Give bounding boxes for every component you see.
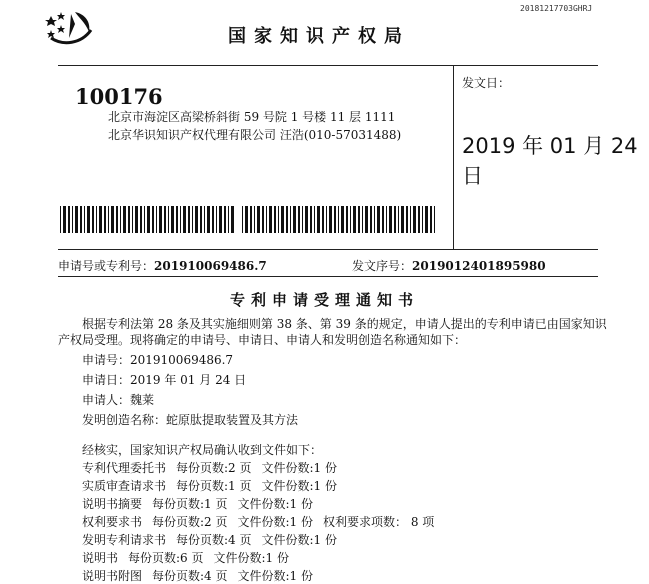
- divider-middle: [58, 249, 598, 250]
- document-name: 权利要求书: [82, 515, 143, 529]
- postal-code: 100176: [75, 84, 163, 109]
- dispatch-date: 2019 年 01 月 24 日: [462, 134, 638, 188]
- document-row: [82, 514, 618, 530]
- address-line-1: 北京市海淀区高梁桥斜街 59 号院 1 号楼 11 层 1111: [108, 110, 396, 124]
- document-pages: 每份页数:1 页: [152, 497, 228, 511]
- document-row: [82, 460, 618, 476]
- document-row: [82, 478, 618, 494]
- divider-lower: [58, 276, 598, 277]
- document-row: [82, 532, 618, 548]
- field-application-date: 申请日：2019 年 01 月 24 日: [82, 373, 247, 387]
- document-name: 说明书附图: [82, 569, 143, 583]
- document-serial: 20181217703GHRJ: [520, 4, 593, 13]
- barcode-2: [242, 206, 439, 233]
- document-copies: 文件份数:1 份: [237, 497, 314, 511]
- document-copies: 文件份数:1 份: [237, 569, 314, 583]
- document-extra: 权利要求项数： 8 项: [323, 515, 435, 529]
- notice-title: 专利申请受理通知书: [229, 291, 419, 309]
- document-pages: 每份页数:1 页: [176, 479, 252, 493]
- document-copies: 文件份数:1 份: [237, 515, 314, 529]
- document-name: 专利代理委托书: [82, 461, 167, 475]
- document-copies: 文件份数:1 份: [261, 479, 338, 493]
- office-name: 国家知识产权局: [228, 26, 410, 47]
- application-number: 201910069486.7: [154, 259, 267, 273]
- document-pages: 每份页数:2 页: [152, 515, 228, 529]
- document-pages: 每份页数:6 页: [128, 551, 204, 565]
- document-pages: 每份页数:4 页: [176, 533, 252, 547]
- documents-intro: 经核实，国家知识产权局确认收到文件如下：: [82, 443, 323, 457]
- document-pages: 每份页数:4 页: [152, 569, 228, 583]
- field-applicant: 申请人：魏莱: [82, 393, 155, 407]
- divider-top: [58, 65, 598, 66]
- cnipa-logo-icon: [45, 8, 97, 52]
- document-row: [82, 568, 618, 584]
- intro-paragraph: 根据专利法第 28 条及其实施细则第 38 条、第 39 条的规定，申请人提出的专利申请已由国家知识产权局受理。现将确定的申请号、申请日、申请人和发明创造名称通知如下：: [58, 317, 607, 347]
- document-copies: 文件份数:1 份: [213, 551, 290, 565]
- document-row: [82, 550, 618, 566]
- document-name: 发明专利请求书: [82, 533, 167, 547]
- document-row: [82, 496, 618, 512]
- document-pages: 每份页数:2 页: [176, 461, 252, 475]
- document-copies: 文件份数:1 份: [261, 461, 338, 475]
- field-invention-title: 发明创造名称：蛇原肽提取装置及其方法: [82, 413, 299, 427]
- document-name: 说明书摘要: [82, 497, 143, 511]
- address-line-2: 北京华识知识产权代理有限公司 汪浩(010-57031488): [108, 128, 402, 142]
- document-name: 说明书: [82, 551, 119, 565]
- divider-vertical: [453, 66, 454, 249]
- field-application-number: 申请号：201910069486.7: [82, 353, 234, 367]
- documents-list: [58, 460, 618, 584]
- document-name: 实质审查请求书: [82, 479, 167, 493]
- document-copies: 文件份数:1 份: [261, 533, 338, 547]
- document-number-row: [352, 257, 546, 274]
- barcode-1: [60, 206, 235, 233]
- application-number-row: [58, 257, 267, 274]
- dispatch-date-label: 发文日：: [462, 76, 511, 90]
- document-number-label: 发文序号：: [352, 259, 413, 273]
- application-number-label: 申请号或专利号：: [58, 259, 155, 273]
- notice-body: [58, 316, 618, 584]
- document-number: 2019012401895980: [412, 259, 546, 273]
